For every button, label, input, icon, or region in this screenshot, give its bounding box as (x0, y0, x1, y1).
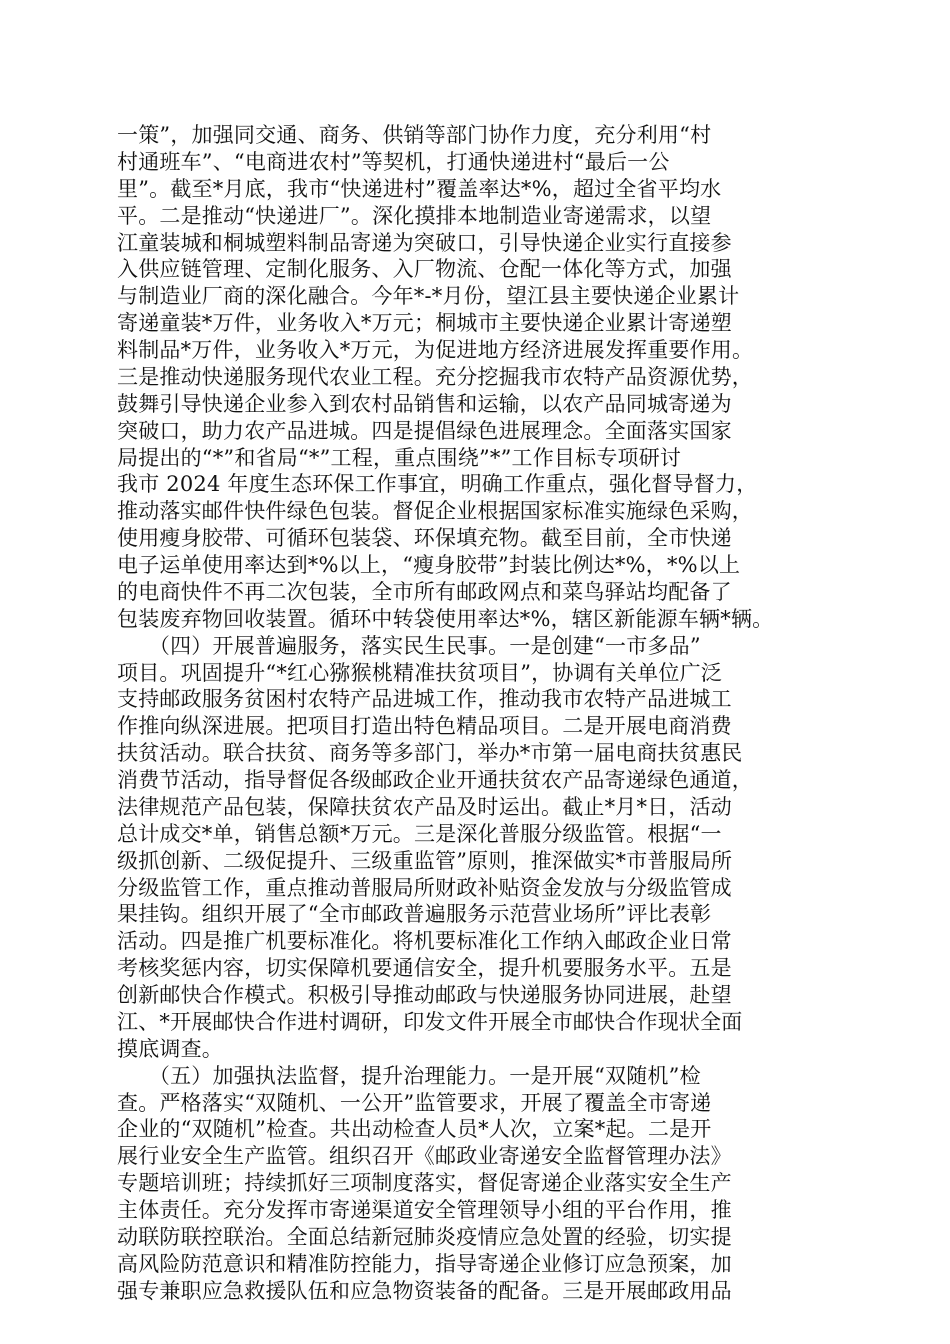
text-line: 我市 2024 年度生态环保工作事宜，明确工作重点，强化督导督力， (117, 472, 758, 497)
text-line: 专题培训班；持续抓好三项制度落实，督促寄递企业落实安全生产 (117, 1171, 732, 1196)
text-line: 主体责任。充分发挥市寄递渠道安全管理领导小组的平台作用，推 (117, 1198, 732, 1222)
text-line: 查。严格落实“双随机、一公开”监管要求，开展了覆盖全市寄递 (117, 1090, 712, 1115)
text-line: 高风险防范意识和精准防控能力，指导寄递企业修订应急预案，加 (117, 1251, 732, 1276)
text-line: 创新邮快合作模式。积极引导推动邮政与快递服务协同进展，赴望 (117, 983, 732, 1007)
text-line: 级抓创新、二级促提升、三级重监管”原则，推深做实*市普服局所 (117, 848, 733, 873)
body-text (117, 122, 837, 1305)
text-line: 果挂钩。组织开展了“全市邮政普遍服务示范营业场所”评比表彰 (117, 902, 712, 927)
text-line: 展行业安全生产监管。组织召开《邮政业寄递安全监督管理办法》 (117, 1144, 732, 1169)
text-line: 消费节活动，指导督促各级邮政企业开通扶贫农产品寄递绿色通道， (117, 768, 753, 792)
text-line: 法律规范产品包装，保障扶贫农产品及时运出。截止*月*日，活动 (117, 794, 732, 819)
text-line: 使用瘦身胶带、可循环包装袋、环保填充物。截至目前，全市快递 (117, 526, 732, 551)
text-line: 活动。四是推广机要标准化。将机要标准化工作纳入邮政企业日常 (117, 929, 732, 954)
text-line: 支持邮政服务贫困村农特产品进城工作，推动我市农特产品进城工 (117, 687, 732, 712)
text-line: 企业的“双随机”检查。共出动检查人员*人次，立案*起。二是开 (117, 1117, 712, 1142)
text-line: 作推向纵深进展。把项目打造出特色精品项目。二是开展电商消费 (117, 714, 732, 739)
text-line: 突破口，助力农产品进城。四是提倡绿色进展理念。全面落实国家 (117, 418, 732, 443)
text-line: （五）加强执法监督，提升治理能力。一是开展“双随机”检 (117, 1063, 701, 1088)
text-line: 江、*开展邮快合作进村调研，印发文件开展全市邮快合作现状全面 (117, 1009, 743, 1034)
text-line: 鼓舞引导快递企业参入到农村品销售和运输，以农产品同城寄递为 (117, 391, 732, 416)
text-line: 电子运单使用率达到*%以上，“瘦身胶带”封装比例达*%，*%以上 (117, 553, 741, 577)
text-line: 考核奖惩内容，切实保障机要通信安全，提升机要服务水平。五是 (117, 956, 732, 981)
text-line: 料制品*万件，业务收入*万元，为促进地方经济进展发挥重要作用。 (117, 338, 754, 362)
text-line: （四）开展普遍服务，落实民生民事。一是创建“一市多品” (117, 633, 701, 658)
text-line: 摸底调查。 (117, 1036, 223, 1061)
text-line: 村通班车”、“电商进农村”等契机，打通快递进村“最后一公 (117, 149, 670, 174)
text-line: 总计成交*单，销售总额*万元。三是深化普服分级监管。根据“一 (117, 821, 722, 846)
text-line: 包装废弃物回收装置。循环中转袋使用率达*%，辖区新能源车辆*辆。 (117, 606, 774, 631)
text-line: 动联防联控联治。全面总结新冠肺炎疫情应急处置的经验，切实提 (117, 1224, 732, 1249)
text-line: 的电商快件不再二次包装，全市所有邮政网点和菜鸟驿站均配备了 (117, 579, 732, 604)
text-line: 扶贫活动。联合扶贫、商务等多部门，举办*市第一届电商扶贫惠民 (117, 741, 743, 766)
text-line: 入供应链管理、定制化服务、入厂物流、仓配一体化等方式，加强 (117, 257, 732, 282)
text-line: 平。二是推动“快递进厂”。深化摸排本地制造业寄递需求，以望 (117, 203, 712, 228)
text-line: 一策”，加强同交通、商务、供销等部门协作力度，充分利用“村 (117, 123, 712, 147)
text-line: 江童装城和桐城塑料制品寄递为突破口，引导快递企业实行直接参 (117, 230, 732, 255)
text-line: 与制造业厂商的深化融合。今年*-*月份，望江县主要快递企业累计 (117, 284, 740, 309)
text-line: 三是推动快递服务现代农业工程。充分挖掘我市农特产品资源优势， (117, 364, 753, 389)
text-line: 局提出的“*”和省局“*”工程，重点围绕”*”工作目标专项研讨 (117, 445, 682, 470)
text-line: 推动落实邮件快件绿色包装。督促企业根据国家标准实施绿色采购， (117, 499, 753, 524)
text-line: 寄递童装*万件，业务收入*万元；桐城市主要快递企业累计寄递塑 (117, 311, 732, 336)
text-line: 项目。巩固提升“*红心猕猴桃精准扶贫项目”，协调有关单位广泛 (117, 660, 722, 685)
text-line: 分级监管工作，重点推动普服局所财政补贴资金发放与分级监管成 (117, 875, 732, 900)
text-line: 强专兼职应急救援队伍和应急物资装备的配备。三是开展邮政用品 (117, 1278, 732, 1303)
text-line: 里”。截至*月底，我市“快递进村”覆盖率达*%，超过全省平均水 (117, 176, 722, 201)
